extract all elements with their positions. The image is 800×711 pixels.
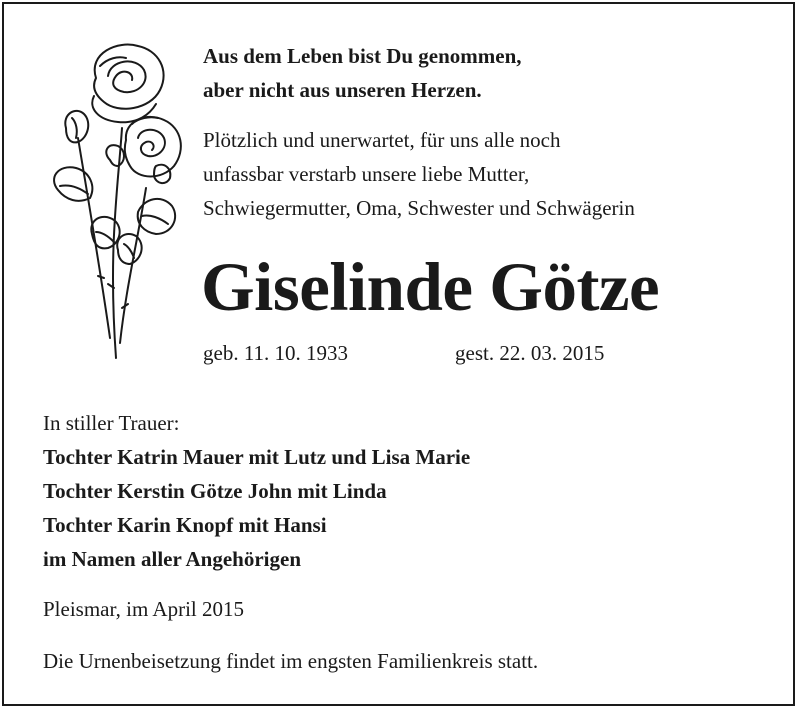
place-date: Pleismar, im April 2015 <box>43 597 244 621</box>
intro-line-2: unfassbar verstarb unsere liebe Mutter, <box>203 162 530 186</box>
motto-line-2: aber nicht aus unseren Herzen. <box>203 78 482 102</box>
intro-line-1: Plötzlich und unerwartet, für uns alle noch <box>203 128 561 152</box>
motto-line-1: Aus dem Leben bist Du genommen, <box>203 44 522 68</box>
mourner-line-1: Tochter Katrin Mauer mit Lutz und Lisa Marie <box>43 445 471 469</box>
mourner-line-2: Tochter Kerstin Götze John mit Linda <box>43 479 387 503</box>
death-date: gest. 22. 03. 2015 <box>455 341 605 365</box>
birth-date: geb. 11. 10. 1933 <box>203 341 349 365</box>
mourner-line-3: Tochter Karin Knopf mit Hansi <box>43 513 327 537</box>
mourning-intro: In stiller Trauer: <box>43 411 180 435</box>
rose-icon <box>38 38 188 360</box>
intro-line-3: Schwiegermutter, Oma, Schwester und Schwägerin <box>203 196 635 220</box>
mourner-line-4: im Namen aller Angehörigen <box>43 547 302 571</box>
deceased-name: Giselinde Götze <box>201 249 660 325</box>
burial-note: Die Urnenbeisetzung findet im engsten Familienkreis statt. <box>43 649 539 673</box>
